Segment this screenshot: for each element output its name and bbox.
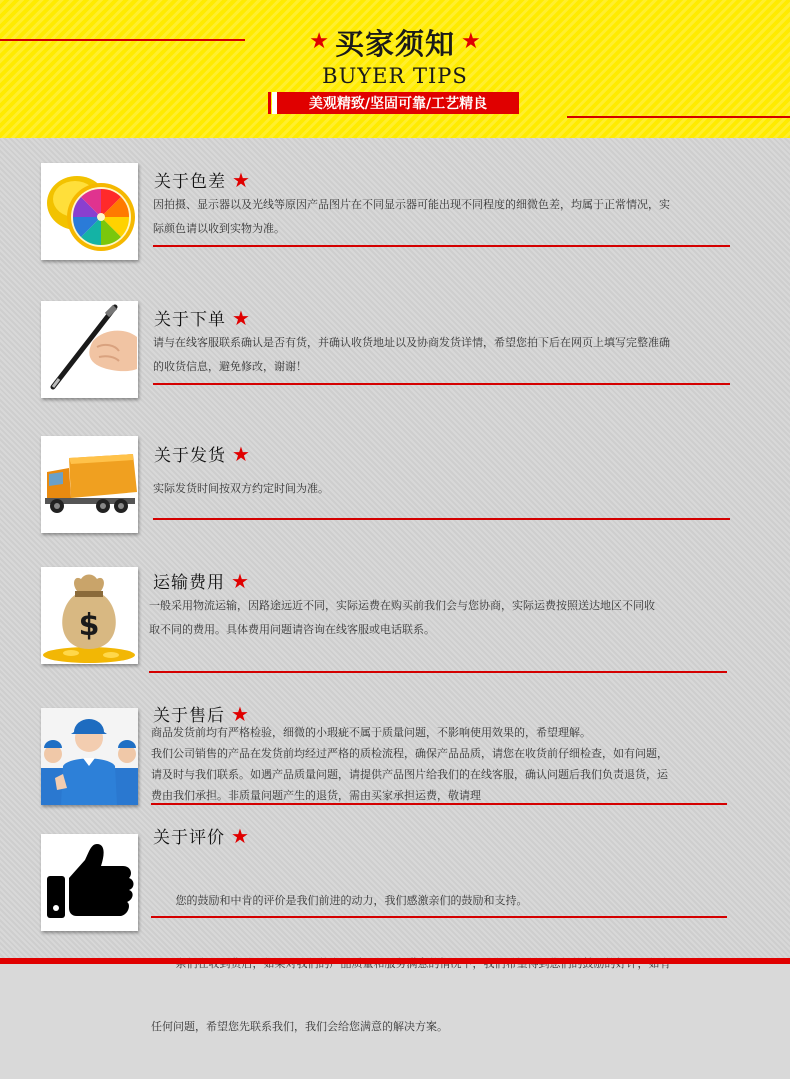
body-line: 际颜色请以收到实物为准。	[153, 222, 285, 235]
body-line: 请及时与我们联系。如遇产品质量问题，请提供产品图片给我们的在线客服，确认问题后我们负责退货，运	[151, 768, 668, 781]
section-title-review	[153, 823, 250, 848]
body-line: 实际发货时间按双方约定时间为准。	[153, 482, 329, 495]
lemon-color-wheel-icon	[41, 163, 138, 260]
star-icon: ★	[232, 441, 251, 466]
body-line: 我们公司销售的产品在发货前均经过严格的质检流程，确保产品品质，请您在收货前仔细检查，如有问题，	[151, 747, 668, 760]
body-line: 商品发货前均有严格检验，细微的小瑕疵不属于质量问题，不影响使用效果的，希望理解。	[151, 726, 591, 739]
header-divider-right	[567, 116, 790, 118]
svg-text:$: $	[78, 608, 100, 643]
page-title: 买家须知	[334, 26, 455, 61]
body-line: 因拍摄、显示器以及光线等原因产品图片在不同显示器可能出现不同程度的细微色差，均属于正常情况，实	[153, 198, 670, 211]
service-staff-icon	[41, 708, 138, 805]
section-title-text: 运输费用	[153, 573, 225, 593]
money-bag-icon	[41, 567, 138, 664]
bottom-border	[0, 958, 790, 964]
truck-icon	[41, 436, 138, 533]
page-subtitle: BUYER TIPS	[322, 64, 468, 88]
body-line: 任何问题，希望您先联系我们，我们会给您满意的解决方案。	[151, 1020, 448, 1033]
section-title-text: 关于售后	[153, 706, 225, 726]
body-line: 取不同的费用。具体费用问题请咨询在线客服或电话联系。	[149, 623, 435, 636]
section-divider	[149, 671, 727, 673]
section-body-order	[153, 331, 670, 379]
section-divider	[153, 383, 730, 385]
body-line: 一般采用物流运输，因路途远近不同，实际运费在购买前我们会与您协商，实际运费按照送达地区不同收	[149, 599, 655, 612]
section-title-text: 关于发货	[154, 446, 226, 466]
section-divider	[151, 916, 727, 918]
section-title-order	[154, 305, 251, 330]
star-icon: ★	[231, 823, 250, 848]
section-title-shipping	[154, 441, 251, 466]
tagline-badge: 美观精致/坚固可靠/工艺精良	[272, 92, 519, 114]
section-divider	[153, 518, 730, 520]
body-line: 的收货信息，避免修改，谢谢！	[153, 360, 307, 373]
body-line: 费由我们承担。非质量问题产生的退货，需由买家承担运费，敬请理	[151, 789, 481, 802]
section-title-text: 关于评价	[153, 828, 225, 848]
section-title-color	[154, 167, 251, 192]
body-line: 您的鼓励和中肯的评价是我们前进的动力，我们感激亲们的鼓励和支持。	[151, 894, 528, 907]
section-title-text: 关于下单	[154, 310, 226, 330]
section-title-freight	[153, 568, 250, 593]
thumbs-up-icon	[41, 834, 138, 931]
title-row	[300, 20, 490, 64]
section-body-freight	[149, 594, 655, 642]
section-body-aftersale	[151, 722, 668, 806]
section-divider	[153, 245, 730, 247]
star-icon: ★	[309, 29, 329, 54]
header-divider-left	[0, 39, 245, 41]
section-divider	[151, 803, 727, 805]
star-icon: ★	[231, 701, 250, 726]
body-line: 请与在线客服联系确认是否有货，并确认收货地址以及协商发货详情，希望您拍下后在网页上填写完整准确	[153, 336, 670, 349]
star-icon: ★	[461, 29, 481, 54]
star-icon: ★	[231, 568, 250, 593]
hand-pen-icon	[41, 301, 138, 398]
star-icon: ★	[232, 305, 251, 330]
section-body-color	[153, 193, 670, 241]
star-icon: ★	[232, 167, 251, 192]
section-title-text: 关于色差	[154, 172, 226, 192]
section-body-shipping	[153, 477, 329, 501]
header-banner	[0, 0, 790, 138]
